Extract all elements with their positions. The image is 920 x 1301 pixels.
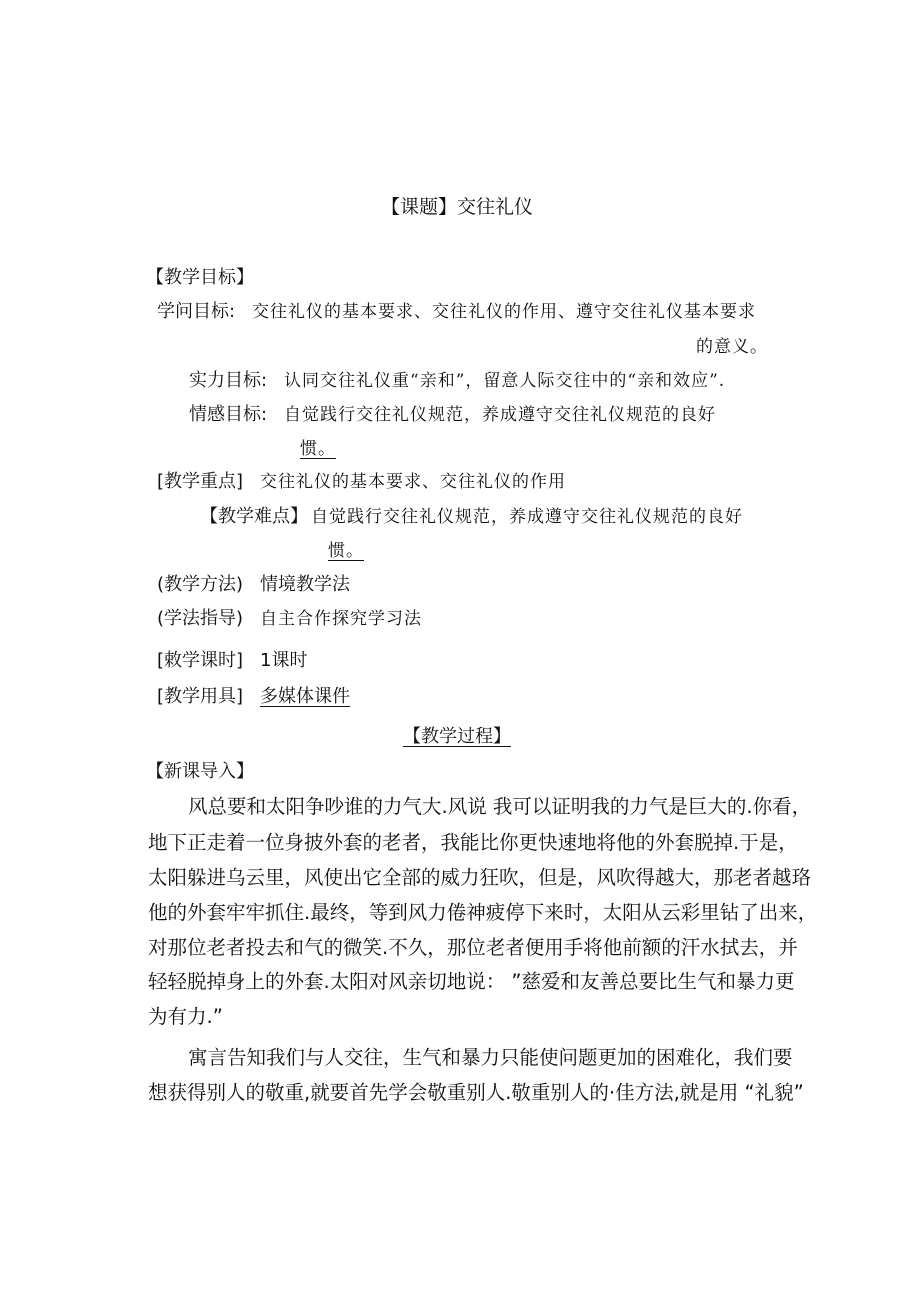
knowledge-objective-text-cont: 的意义。 <box>696 337 768 357</box>
tools-text: 多媒体课件 <box>260 686 350 707</box>
method-text: 情境教学法 <box>260 574 350 595</box>
key-points-label: [教学重点] <box>157 471 244 492</box>
hours-text: 1课时 <box>260 650 308 671</box>
intro-para1-line7: 为有力.” <box>148 1005 223 1028</box>
knowledge-objective-label: 学问目标: <box>157 301 236 322</box>
learning-guide-label: (学法指导) <box>157 608 244 629</box>
method-label: (教学方法) <box>157 574 244 595</box>
emotion-objective-text-cont: 惯。 <box>300 439 336 459</box>
intro-para1-line4: 他的外套牢牢抓住.最终，等到风力倦神疲停下来时，太阳从云彩里钻了出来， <box>148 901 818 924</box>
process-heading: 【教学过程】 <box>403 726 511 747</box>
ability-objective-text: 认同交往礼仪重“亲和”，留意人际交往中的“亲和效应”. <box>284 371 726 391</box>
key-points-text: 交往礼仪的基本要求、交往礼仪的作用 <box>260 472 566 492</box>
ability-objective-label: 实力目标: <box>189 370 268 391</box>
hours-label: [敕学课时] <box>157 650 244 671</box>
intro-para1-line1: 风总要和太阳争吵谁的力气大.风说 我可以证明我的力气是巨大的.你看， <box>188 795 812 818</box>
intro-para1-line3: 太阳躲进乌云里，风使出它全部的威力狂吹，但是，风吹得越大，那老者越珞 <box>148 866 812 889</box>
page-title: 【课题】交往礼仪 <box>381 196 534 218</box>
tools-label: [教学用具] <box>157 686 244 707</box>
emotion-objective-label: 情感目标: <box>189 404 268 425</box>
intro-para2-line1: 寓言告知我们与人交往，生气和暴力只能使问题更加的困难化，我们要 <box>188 1046 793 1069</box>
emotion-objective-text: 自觉践行交往礼仪规范，养成遵守交往礼仪规范的良好 <box>284 405 716 425</box>
knowledge-objective-text: 交往礼仪的基本要求、交往礼仪的作用、遵守交往礼仪基本要求 <box>252 302 756 322</box>
intro-heading: 【新课导入】 <box>146 761 254 782</box>
objectives-heading: 【教学目标】 <box>146 267 254 288</box>
difficulties-text-cont: 惯。 <box>328 541 364 561</box>
learning-guide-text: 自主合作探究学习法 <box>260 609 422 629</box>
intro-para2-line2: 想获得别人的敬重,就要首先学会敬重别人.敬重别人的·佳方法,就是用 “礼貌” <box>148 1081 804 1104</box>
difficulties-text: 自觉践行交往礼仪规范，养成遵守交往礼仪规范的良好 <box>311 507 743 527</box>
intro-para1-line5: 对那位老者投去和气的微笑.不久，那位老者便用手将他前额的汗水拭去，并 <box>148 936 798 959</box>
intro-para1-line2: 地下正走着一位身披外套的老者，我能比你更快速地将他的外套脱掉.于是， <box>148 831 798 854</box>
intro-para1-line6: 轻轻脱掉身上的外套.太阳对风亲切地说： ”慈爱和友善总要比生气和暴力更 <box>148 970 795 993</box>
difficulties-label: 【教学难点】 <box>200 506 308 527</box>
